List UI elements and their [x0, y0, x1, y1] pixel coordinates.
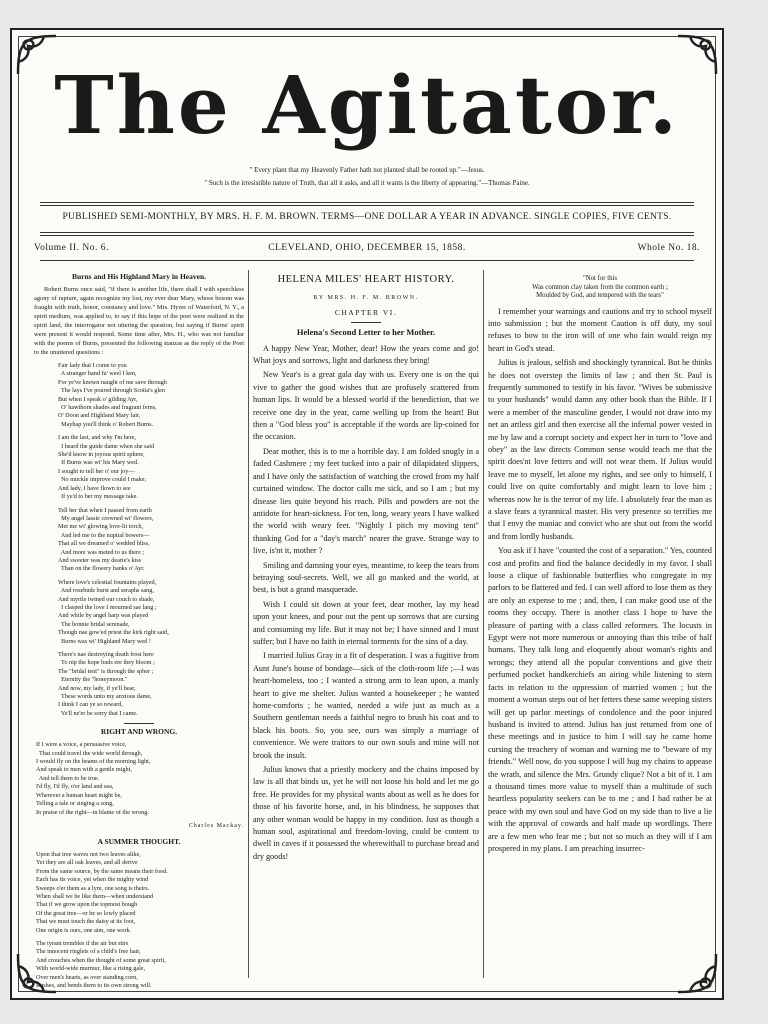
motto-jesus: " Every plant that my Heavenly Father hath not planted shall be rooted up."—Jesus. — [249, 166, 485, 174]
story-paragraph: Smiling and damning your eyes, meantime, to keep the tears from betraying soul-secrets. Well, we all go masked and the world, at best, is but a grand masquerade. — [253, 560, 480, 595]
whole-number: Whole No. 18. — [637, 243, 700, 253]
rule-mid — [40, 232, 694, 233]
rule-top — [40, 202, 694, 203]
story-byline: BY MRS. H. F. M. BROWN. — [313, 295, 419, 302]
masthead-title: The Agitator. — [54, 58, 680, 152]
story-paragraph: Dear mother, this is to me a horrible day. I am folded snugly in a faded Cashmere ; my feet tucked into a pair of dilapidated slippers, and I have only the satisfaction of watching the crowd from my half curtained window. The doctor calls me sick, and so I am ; but my disease lies quite beyond his reach. Pills and powders are not the antidote for heart-sickness. For ten, long, weary years I have walked the world with weary feet. "Nightly I pitch my moving tent" thanking God for a "day's march" nearer the grave. Strange way to live, is'nt it, mother ? — [253, 446, 479, 556]
publication-line: PUBLISHED SEMI-MONTHLY, BY MRS. H. F. M. BROWN. TERMS—ONE DOLLAR A YEAR IN ADVANCE. SINGLE COPIES, FIVE CENTS. — [62, 212, 672, 222]
column-2 — [253, 270, 479, 978]
story-paragraph: I remember your warnings and cautions and try to school myself into submission ; but the moment Caution is off duty, my soul refuses to bow to the iron will of one who fain would reign my heart in God's stead. — [488, 306, 712, 353]
story-chapter: CHAPTER VI. — [334, 307, 398, 317]
poem-heading-right-wrong: RIGHT AND WRONG. — [100, 727, 178, 737]
rule-dateline — [40, 260, 694, 261]
summer-verse-1: Upon that tree waves not two leaves alike, Yet they are all oak leaves, and all derive From the same source, by the same means their food. Each has its voice, yet when the mighty wind Sweeps o'er them as a lyre, one song is theirs. When shall we be like them—when understand That if we grow upon the topmost bough Of the great tree—or be so lowly placed That we must touch the daisy at its foot, One origin is ours, one aim, one work. — [36, 850, 168, 934]
story-paragraph: I married Julius Gray in a fit of desperation. I was a fugitive from Aunt June's house of bondage—sick of the cloth-room life ;—I was heart-homeless, too ; I wanted a strong arm to lean upon, a manly heart to give me shelter. Julius wanted a housekeeper ; he wanted home-comforts ; he wanted, needed a wife just as much as a Southern gentleman needs a faithful negro to brush his coat and to black his boots. So, you see, ours was simply a marriage of convenience. We were traitors to our own souls and mine will not brook the insult. — [253, 651, 479, 760]
place-and-date: CLEVELAND, OHIO, DECEMBER 15, 1858. — [268, 243, 466, 253]
volume-number: Volume II. No. 6. — [34, 243, 109, 253]
burns-stanza-3: Tell her that when I passed from earth My angel lassie crowned wi' flowers, Met me wi' glowing love-lit torch, And led me to the nuptial bowers— That all we dreamed o' wedded bliss, And more was meted to us there ; And sweeter was my dearie's kiss Than on the flowery banks o' Ayr. — [58, 506, 154, 573]
newspaper-page — [10, 28, 724, 1000]
right-wrong-verse: If I were a voice, a persuasive voice, That could travel the wide world through, I would fly on the beams of the morning light, And speak to men with a gentle might, And tell them to be true. I'd fly, I'd fly, o'er land and sea, Wherever a human heart might be, Telling a tale or singing a song, In praise of the right—in blame of the wrong. — [36, 741, 151, 816]
story-paragraph: Wish I could sit down at your feet, dear mother, lay my head upon your knees, and pour out the pent up sorrows that are cursing and consuming my life. But it may not be; I have sinned and I must suffer; but I have no faith in eternal torments for the sins of a day. — [253, 599, 479, 646]
column-divider-2 — [483, 270, 484, 978]
burns-stanza-1: Fair lady that I come to you A stranger band fu' weel I ken, For ye've known naught of me save through The lays I've poured through Scotia's glen But when I speak o' gilding Ayr, O' hawthorn shades and fragrant ferns, O' Doon and Highland Mary fair, Mayhap you'll think o' Robert Burns. — [58, 362, 167, 428]
story-paragraph: A happy New Year, Mother, dear! How the years come and go! What joys and sorrows, light and darkness they bring! — [253, 343, 479, 366]
story-paragraph: You ask if I have "counted the cost of a separation." Yes, counted cost and profits and find the balance decidedly in my favor. I shall loose a clique of fashionable butterflies who congregate in my parlors to be flattered and fed. I can well afford to lose them as they are only an expense to me ; and, then, I can make good use of the rooms they occupy. There is another class I hope to have the pleasure of parting with a class called reformers. The locusts in Egypt were not more numerous or annoying than this tribe of half humans. They talk long and eloquently about woman's rights and wrongs; they attend all the popular conventions and give their perfumed pocket handkerchiefs an airing while listening to stern facts in relation to the oppression of married women ; but the moment a woman steps out of her fetters these same weeping sisters will get up parlor meetings of condolence and the poor injured husband is invited to attend. Julius has just returned from one of these meetings and in justice to him I will say he came home cursing the treachery of woman and warning me to "beware of my friends." Well now, do you suppose I will hug my chains to appease the wrath, and silence the Mrs. Grundy clique? Not a bit of it. I am a thousand times more value to myself than a multitude of such heartless popularity seekers can be to me ; and I had rather be at peace with my own soul and have God on my side than to live a lie with the approval of cowards and half made up wordlings. There are a few men who fear me ; but not so much as they will if I am prospered in my plans. I am preaching insurrec- — [488, 546, 712, 853]
summer-verse-2: The tyrant trembles if the air but stirs The innocent ringlets of a child's free hair, And crouches when the thought of some great spirit, With world-wide murmur, like a rising gale, Over men's hearts, as over standing corn, Rushes, and bends them to its own strong will. — [36, 939, 166, 989]
rule-top-2 — [40, 205, 694, 206]
motto-paine: " Such is the irresistible nature of Truth, that all it asks, and all it wants is the liberty of appearing."—Thomas Paine. — [204, 179, 530, 187]
story-paragraph: Julius knows that a priestly mockery and the chains imposed by law is all that binds us, yet he will not loose his hold and let me go free. He provides for my physical wants about as well as he does for those of his favorite horse, and, in his blindness, he supposes that any other woman would be happy in my condition. Just as though a human soul, aspirational and freedom-loving, could be content to dwell in caves if it possessed the wherewithall to purchase bread and dry goods! — [253, 765, 479, 861]
epigraph-quote: "Not for this Was common clay taken from the common earth ; Moulded by God, and tempered with the tears" — [532, 275, 668, 299]
separator — [124, 723, 154, 724]
mottos — [12, 164, 722, 190]
poem-heading-summer: A SUMMER THOUGHT. — [97, 836, 181, 846]
column-divider-1 — [248, 270, 249, 978]
story-subtitle: Helena's Second Letter to her Mother. — [296, 327, 436, 338]
burns-stanza-4: Where love's celestial fountains played, And rosebuds burst and seraphs sang, And myrtle twined our couch to shade, I clasped the love I mourned sae lang ; And while by angel harp was played The bonnie bridal serenade, Though nae gow'ed priest the kirk right said, Burns was wi' Highland Mary wed ! — [58, 578, 169, 645]
rule-mid-2 — [40, 235, 694, 236]
column-1 — [34, 270, 244, 989]
story-title: HELENA MILES' HEART HISTORY. — [277, 274, 455, 285]
separator — [351, 322, 381, 323]
poem-heading-burns: Burns and His Highland Mary in Heaven. — [72, 272, 206, 281]
burns-intro: Robert Burns once said, "if there is another life, there shall I with speechless agony of rapture, again recognize my lost, my ever dear Mary, whose bosom was fraught with truth, honor, constancy and love." Mrs. Hyzer of Waterford, N. Y., a spirit medium, was applied to, to say if this hope of the poet were realized in the spirit land, the interrogator not uttering the question, but saying if Burns' spirit were present it would respond. Some time after, Mrs. H., who was not familiar with the poems of Burns, presented the following stanzas as the reply of the Poet to the unuttered questions : — [34, 286, 244, 356]
burns-stanza-2: I am the last, and why I'm here, I heard the guide dame when she said She'd know in joyous spirit sphere, If Burns was wi' his Mary wed. I sought to tell her o' our joy— No muckle improve could I make; And lady, I have flown to see If ye'd to her my message take. — [58, 434, 155, 501]
signature-mackay: Charles Mackay. — [188, 822, 244, 829]
burns-stanza-5: There's nae destroying death frost here To nip the hope buds ere they bloom ; The "bridal tent" is through the spher ; Eternity the "honeymoon." And now, my lady, if ye'll hear, These words unto my anxious dame, I think I can ye so reward, Ye'll ne'er be sorry that I came. — [58, 651, 155, 717]
story-paragraph: Julius is jealous, selfish and shockingly tyrannical. But he thinks he does not overstep the limits of law ; and then St. Paul is frequently summoned to testify in his favor. "Wives be submissive to your husbands" would damn any other book than the Bible. If I were a member of the masculine gender, I would not draw into my net an artless girl and then exercise all the infernal power vested in me by law and a corrupt society and expect her in turn to "love and obey" as the law directs Common sense would teach me that the spirit does'nt love fetters and will not wear them. If Julius would leave me to myself, let alone my rights, and see only to himself, I could live on quite comfortably and might learn to love him ; whereas now he is the terror of my life. I absolutely fear the man as a slave fears a tyrannical master. His very presence so terrifies me that I envy the maniac and convict who are shut out from the world and from lordly husbands. — [488, 358, 712, 541]
story-paragraph: New Year's is a great gala day with us. Every one is on the qui vive to gather the good wishes that are profusely scattered from human lips. It would be a blessed world if the benediction, that we receive one day in the year, came welling up from the heart! But then a "God bless you" is acceptable if the words are lip-coined for the occasion. — [253, 370, 479, 442]
column-3 — [488, 270, 712, 978]
